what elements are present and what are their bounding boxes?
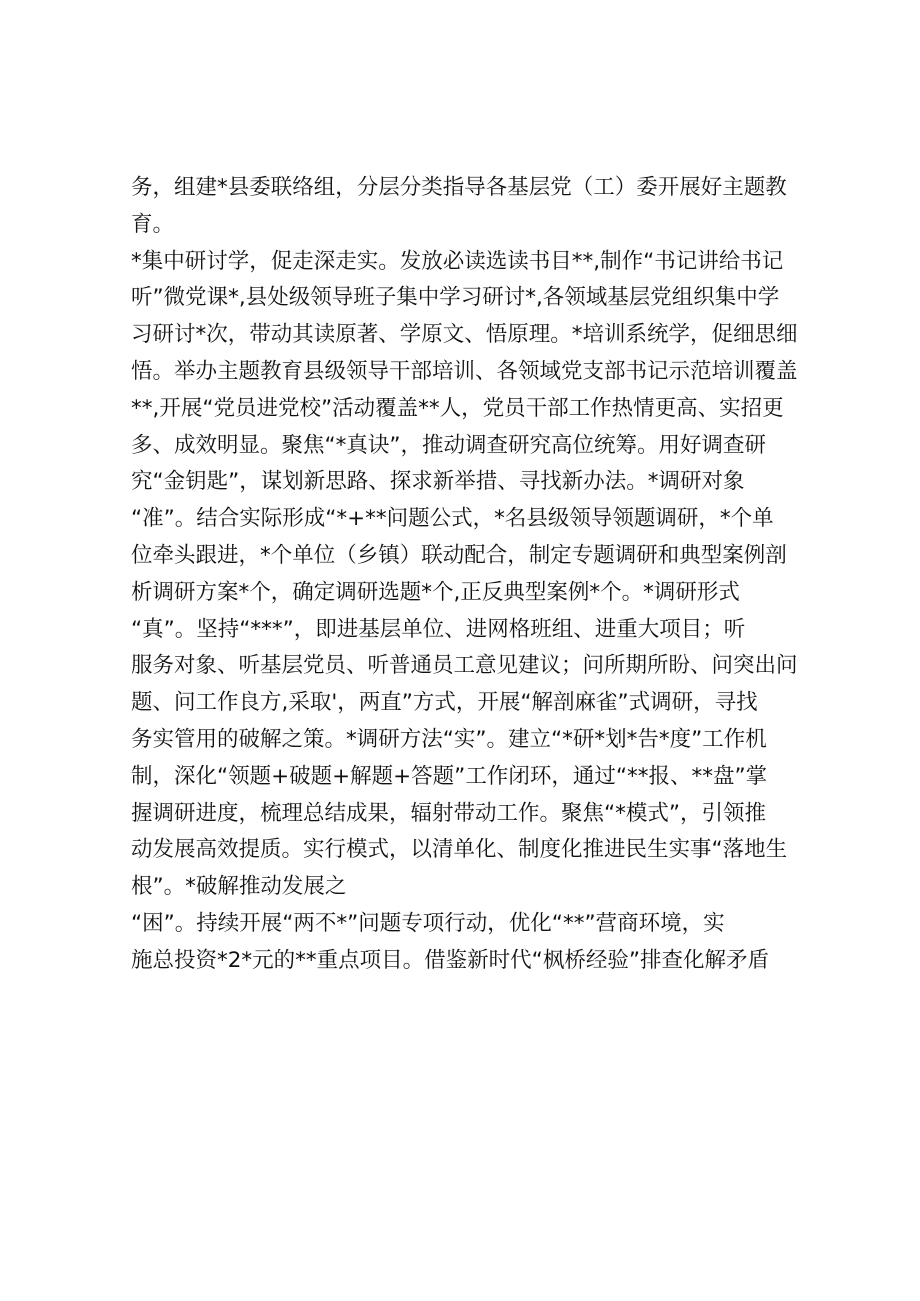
body-text [131, 170, 811, 980]
text-line: 题、问工作良方,采取'，两直”方式，开展“解剖麻雀”式调研，寻找 [131, 690, 758, 716]
text-line: 多、成效明显。聚焦“*真诀”，推动调查研究高位统筹。用好调查研 [131, 432, 767, 458]
text-line: 习研讨*次，带动其读原著、学原文、悟原理。*培训系统学，促细思细 [131, 322, 798, 348]
text-line: 务，组建*县委联络组，分层分类指导各基层党（工）委开展好主题教 [131, 175, 787, 200]
text-line: 握调研进度，梳理总结成果，辐射带动工作。聚焦“*模式”，引领推 [131, 800, 767, 826]
text-line: 位牵头跟进，*个单位（乡镇）联动配合，制定专题调研和典型案例剖 [131, 542, 787, 568]
text-line: 析调研方案*个，确定调研选题*个,正反典型案例*个。*调研形式 [131, 579, 740, 605]
text-line: 听”微党课*,县处级领导班子集中学习研讨*,各领域基层党组织集中学 [131, 285, 780, 311]
text-line: 务实管用的破解之策。*调研方法“实”。建立“*研*划*告*度”工作机 [131, 726, 767, 752]
text-line: “真”。坚持“***”，即进基层单位、进网格班组、进重大项目；听 [131, 616, 746, 642]
text-line: 究“金钥匙”，谋划新思路、探求新举措、寻找新办法。*调研对象 [131, 469, 745, 495]
text-line: **,开展“党员进党校”活动覆盖**人，党员干部工作热情更高、实招更 [131, 395, 784, 421]
text-line: *集中研讨学，促走深走实。发放必读选读书目**,制作“书记讲给书记 [131, 248, 784, 274]
text-line: 制，深化“领题+破题+解题+答题”工作闭环，通过“**报、**盘”掌 [131, 763, 768, 789]
text-line: “困”。持续开展“两不*”问题专项行动，优化“**”营商环境，实 [131, 910, 725, 936]
text-line: 服务对象、听基层党员、听普通员工意见建议；问所期所盼、问突出问 [131, 653, 798, 679]
text-line: 动发展高效提质。实行模式，以清单化、制度化推进民生实事“落地生 [131, 837, 788, 863]
text-line: “准”。结合实际形成“*+**问题公式，*名县级领导领题调研，*个单 [131, 506, 774, 532]
text-line: 根”。*破解推动发展之 [131, 874, 347, 900]
text-line: 育。 [131, 211, 175, 237]
text-line: 施总投资*2*元的**重点项目。借鉴新时代“枫桥经验”排查化解矛盾 [131, 947, 769, 973]
text-line: 悟。举办主题教育县级领导干部培训、各领域党支部书记示范培训覆盖 [131, 358, 798, 384]
